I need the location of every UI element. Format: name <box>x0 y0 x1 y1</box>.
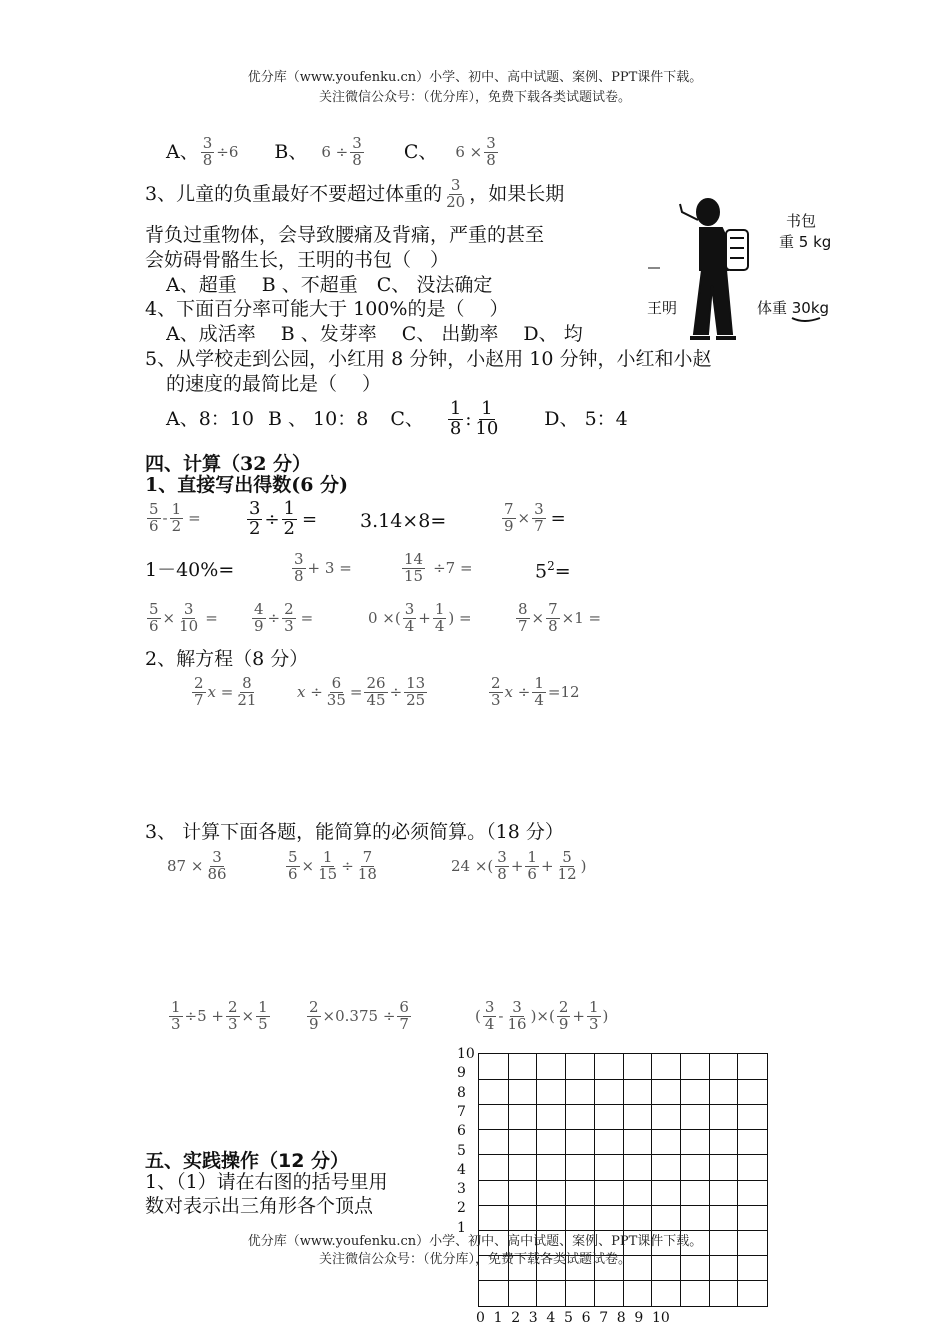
grid-line-horizontal <box>479 1180 767 1181</box>
denominator: 10 <box>475 417 499 439</box>
bag-weight: 重 5 kg <box>779 233 832 251</box>
direct-r3-e3 <box>368 602 472 635</box>
numerator: 5 <box>562 848 572 866</box>
section-4-sub-2: 2、解方程（8 分） <box>145 648 309 670</box>
x-axis-label: 9 <box>634 1310 644 1326</box>
numerator: 26 <box>366 674 386 692</box>
body-weight: 体重 30kg <box>757 299 830 317</box>
simplify-r1-e2 <box>284 850 381 883</box>
power-base: 5 <box>535 560 548 583</box>
x-axis-label: 2 <box>511 1310 521 1326</box>
denominator: 8 <box>294 566 304 585</box>
denominator: 86 <box>207 864 227 883</box>
denominator: 5 <box>258 1014 268 1033</box>
q3-line-1 <box>145 178 564 211</box>
expr-post: ) <box>602 1007 609 1026</box>
simplify-r1-e1 <box>167 850 231 883</box>
expr-post: ) = <box>448 609 472 628</box>
denominator: 4 <box>484 1014 495 1033</box>
variable-expr: x ÷ <box>504 683 531 702</box>
operator: ÷ <box>267 609 281 628</box>
numerator: 2 <box>228 998 238 1016</box>
denominator: 12 <box>557 864 577 883</box>
numerator: 2 <box>558 998 569 1016</box>
x-axis-label: 10 <box>652 1310 670 1326</box>
q3-line-3: 会妨碍骨骼生长，王明的书包（ ） <box>145 249 450 271</box>
grid-line-horizontal <box>479 1154 767 1155</box>
denominator: 15 <box>318 864 338 883</box>
direct-r2-e3 <box>400 552 473 585</box>
denominator: 3 <box>171 1014 181 1033</box>
numerator: 1 <box>258 998 268 1016</box>
denominator: 8 <box>497 864 507 883</box>
q4-text: 4、下面百分率可能大于 100%的是（ ） <box>145 298 509 320</box>
operator: × <box>517 509 531 528</box>
equals: = <box>188 509 201 528</box>
denominator: 20 <box>446 192 466 211</box>
operator: ÷ <box>389 683 403 702</box>
y-axis-label: 2 <box>457 1200 466 1217</box>
denominator: 2 <box>249 517 261 539</box>
operator: - <box>162 509 168 528</box>
coordinate-grid <box>478 1053 768 1307</box>
x-axis-label: 7 <box>599 1310 609 1326</box>
denominator: 8 <box>202 150 213 169</box>
numerator: 3 <box>249 498 261 519</box>
expr-mid: ÷5 + <box>184 1007 224 1026</box>
numerator: 1 <box>283 498 295 519</box>
numerator: 2 <box>309 998 319 1016</box>
q2-option-a-expr <box>199 136 239 169</box>
expr-post: ) <box>580 857 587 876</box>
direct-r1-e3: 3.14×8= <box>360 510 447 532</box>
colon: : <box>465 408 472 430</box>
denominator: 15 <box>404 566 424 585</box>
numerator: 3 <box>404 600 415 618</box>
denominator: 6 <box>149 616 159 635</box>
expr-rest: + 3 = <box>307 559 352 578</box>
denominator: 18 <box>357 864 377 883</box>
expr-pre: ( <box>475 1007 481 1026</box>
simplify-r2-e1 <box>167 1000 272 1033</box>
expr-pre: 24 ×( <box>451 857 494 876</box>
y-axis-label: 6 <box>457 1123 466 1140</box>
q5-option-a: A、8：10 <box>166 407 254 430</box>
numerator: 4 <box>254 600 264 618</box>
numerator: 1 <box>171 998 181 1016</box>
equals: = <box>302 508 318 530</box>
numerator: 3 <box>183 600 194 618</box>
denominator: 9 <box>504 516 514 535</box>
boy-name: 王明 <box>647 299 678 317</box>
numerator: 13 <box>406 674 426 692</box>
grid-line-horizontal <box>479 1104 767 1105</box>
operator: × <box>162 609 176 628</box>
q5-option-b: B 、 10：8 <box>268 407 369 430</box>
q3-options: A、超重 B 、不超重 C、 没法确定 <box>166 274 493 296</box>
q2-option-c-expr <box>455 136 499 169</box>
direct-r3-e1 <box>145 602 221 635</box>
x-axis-label: 3 <box>528 1310 538 1326</box>
y-axis-label: 7 <box>457 1103 466 1120</box>
operator: - <box>498 1007 504 1026</box>
section-4-sub-1: 1、直接写出得数(6 分) <box>145 474 349 496</box>
section-5-line-1: 1、（1）请在右图的括号里用 <box>145 1171 388 1193</box>
direct-r3-e4 <box>514 602 601 635</box>
operator: × <box>531 609 545 628</box>
section-5-line-2: 数对表示出三角形各个顶点 <box>145 1195 374 1217</box>
expr-rest: =12 <box>547 683 580 702</box>
operator: ÷ <box>341 857 354 876</box>
denominator: 8 <box>449 417 462 439</box>
x-axis-label: 8 <box>616 1310 626 1326</box>
bag-label: 书包 <box>786 212 817 230</box>
y-axis-label: 1 <box>457 1219 466 1236</box>
q3-fraction <box>442 178 469 211</box>
denominator: 7 <box>194 690 204 709</box>
numerator: 8 <box>518 600 528 618</box>
header-line-1: 优分库（www.youfenku.cn）小学、初中、高中试题、案例、PPT课件下载。 <box>247 70 703 85</box>
x-axis-label: 0 <box>476 1310 485 1326</box>
numerator: 3 <box>294 550 304 568</box>
variable-expr: x ÷ <box>297 683 323 702</box>
numerator: 2 <box>194 674 204 692</box>
q5-option-c-expr <box>446 400 502 439</box>
y-axis-label: 3 <box>457 1181 466 1198</box>
numerator: 2 <box>491 674 501 692</box>
expr-pre: 6 ÷ <box>321 143 349 162</box>
denominator: 3 <box>228 1014 238 1033</box>
section-4-sub-3: 3、 计算下面各题，能简算的必须简算。（18 分） <box>145 821 564 843</box>
footer-line-2: 关注微信公众号：（优分库），免费下载各类试题试卷。 <box>318 1252 631 1267</box>
denominator: 6 <box>527 864 537 883</box>
equation-1 <box>190 676 260 709</box>
direct-r2-e1: 1－40%= <box>145 559 235 581</box>
denominator: 9 <box>558 1014 569 1033</box>
x-axis-label: 4 <box>546 1310 556 1326</box>
equals: = <box>550 507 566 529</box>
numerator: 1 <box>171 500 182 518</box>
operator: + <box>510 857 524 876</box>
direct-r3-e2 <box>250 602 316 635</box>
x-axis-labels <box>474 1310 774 1330</box>
denominator: 9 <box>254 616 264 635</box>
denominator: 3 <box>588 1014 599 1033</box>
grid-line-horizontal <box>479 1280 767 1281</box>
expr-rest: ×1 = <box>561 609 602 628</box>
numerator: 3 <box>212 848 222 866</box>
equals: = <box>554 560 571 583</box>
numerator: 3 <box>497 848 507 866</box>
numerator: 5 <box>149 500 159 518</box>
footer-line-1: 优分库（www.youfenku.cn）小学、初中、高中试题、案例、PPT课件下载。 <box>247 1234 703 1249</box>
numerator: 1 <box>449 398 462 419</box>
expr-pre: 87 × <box>167 857 204 876</box>
expr-rest: ÷7 = <box>433 559 473 578</box>
header-line-2: 关注微信公众号：（优分库），免费下载各类试题试卷。 <box>318 90 631 105</box>
operator: + <box>540 857 554 876</box>
expr-pre: 0 ×( <box>368 609 401 628</box>
expr-rest: ÷6 <box>216 143 239 162</box>
denominator: 4 <box>534 690 544 709</box>
q3-text-pre: 3、儿童的负重最好不要超过体重的 <box>145 182 443 205</box>
equals: = <box>205 609 218 628</box>
denominator: 4 <box>404 616 415 635</box>
denominator: 16 <box>507 1014 527 1033</box>
equals: = <box>349 683 363 702</box>
numerator: 3 <box>484 998 495 1016</box>
operator: + <box>418 609 431 628</box>
direct-r2-e4 <box>535 559 571 583</box>
simplify-r2-e3 <box>475 1000 608 1033</box>
power-exponent: 2 <box>547 559 555 573</box>
y-axis-label: 8 <box>457 1084 466 1101</box>
expr-rest: ×0.375 ÷ <box>322 1007 396 1026</box>
equation-3 <box>487 676 580 709</box>
numerator: 6 <box>331 674 342 692</box>
numerator: 5 <box>149 600 159 618</box>
q2-options <box>166 136 500 169</box>
grid-line-horizontal <box>479 1129 767 1130</box>
q2-option-c-label: C、 <box>403 140 438 163</box>
denominator: 7 <box>534 516 544 535</box>
simplify-r1-e3 <box>451 850 586 883</box>
denominator: 10 <box>179 616 199 635</box>
equals: = <box>300 609 314 628</box>
denominator: 8 <box>352 150 362 169</box>
denominator: 35 <box>326 690 346 709</box>
denominator: 6 <box>288 864 298 883</box>
denominator: 2 <box>171 516 182 535</box>
numerator: 7 <box>504 500 514 518</box>
denominator: 7 <box>518 616 528 635</box>
numerator: 7 <box>548 600 558 618</box>
operator: × <box>241 1007 255 1026</box>
direct-r2-e2 <box>290 552 352 585</box>
denominator: 45 <box>366 690 386 709</box>
grid-line-horizontal <box>479 1205 767 1206</box>
q5-option-d: D、 5：4 <box>544 407 628 430</box>
expr-pre: 6 × <box>455 143 483 162</box>
denominator: 2 <box>283 517 295 539</box>
denominator: 7 <box>399 1014 409 1033</box>
denominator: 4 <box>434 616 445 635</box>
x-axis-label: 1 <box>493 1310 503 1326</box>
operator: × <box>301 857 315 876</box>
numerator: 2 <box>284 600 294 618</box>
direct-r1-e1 <box>145 502 204 535</box>
direct-r1-e4 <box>500 502 569 535</box>
numerator: 1 <box>534 674 544 692</box>
section-5-title: 五、实践操作（12 分） <box>145 1150 350 1172</box>
q5-line-1: 5、从学校走到公园，小红用 8 分钟，小赵用 10 分钟，小红和小赵 <box>145 348 712 370</box>
q2-option-b-expr <box>321 136 365 169</box>
x-axis-label: 5 <box>564 1310 573 1326</box>
simplify-r2-e2 <box>305 1000 413 1033</box>
numerator: 1 <box>322 848 333 866</box>
numerator: 14 <box>404 550 424 568</box>
q2-option-b-label: B、 <box>274 140 308 163</box>
y-axis-label: 4 <box>457 1161 466 1178</box>
numerator: 1 <box>527 848 537 866</box>
numerator: 1 <box>481 398 493 419</box>
q2-option-a-label: A、 <box>166 140 199 163</box>
numerator: 3 <box>450 176 461 194</box>
numerator: 7 <box>362 848 373 866</box>
y-axis-label: 10 <box>457 1046 475 1062</box>
denominator: 25 <box>406 690 426 709</box>
grid-line-horizontal <box>479 1079 767 1080</box>
q4-options: A、成活率 B 、发芽率 C、 出勤率 D、 均 <box>166 323 583 345</box>
q5-options <box>166 400 628 439</box>
denominator: 21 <box>237 690 257 709</box>
operator: + <box>572 1007 585 1026</box>
y-axis-labels <box>453 1046 477 1306</box>
numerator: 3 <box>202 134 213 152</box>
operator: ÷ <box>264 508 280 530</box>
numerator: 8 <box>242 674 252 692</box>
numerator: 6 <box>399 998 409 1016</box>
equation-2 <box>297 676 429 709</box>
q5-line-2: 的速度的最简比是（ ） <box>166 373 382 395</box>
numerator: 1 <box>434 600 445 618</box>
denominator: 3 <box>284 616 294 635</box>
direct-r1-e2 <box>245 500 320 539</box>
q5-option-c-label: C、 <box>390 407 424 430</box>
y-axis-label: 5 <box>457 1142 466 1159</box>
section-4-title: 四、计算（32 分） <box>145 453 312 475</box>
q3-text-post: ，如果长期 <box>469 182 565 205</box>
y-axis-label: 9 <box>457 1065 466 1082</box>
x-axis-label: 6 <box>581 1310 591 1326</box>
denominator: 8 <box>548 616 558 635</box>
q3-line-2: 背负过重物体，会导致腰痛及背痛，严重的甚至 <box>145 224 545 246</box>
numerator: 3 <box>512 998 522 1016</box>
denominator: 3 <box>491 690 501 709</box>
numerator: 3 <box>486 134 496 152</box>
variable-expr: x = <box>207 683 234 702</box>
denominator: 6 <box>149 516 159 535</box>
numerator: 1 <box>588 998 599 1016</box>
expr-mid: )×( <box>530 1007 555 1026</box>
denominator: 9 <box>309 1014 319 1033</box>
numerator: 3 <box>352 134 362 152</box>
denominator: 8 <box>486 150 496 169</box>
numerator: 3 <box>534 500 544 518</box>
numerator: 5 <box>288 848 298 866</box>
